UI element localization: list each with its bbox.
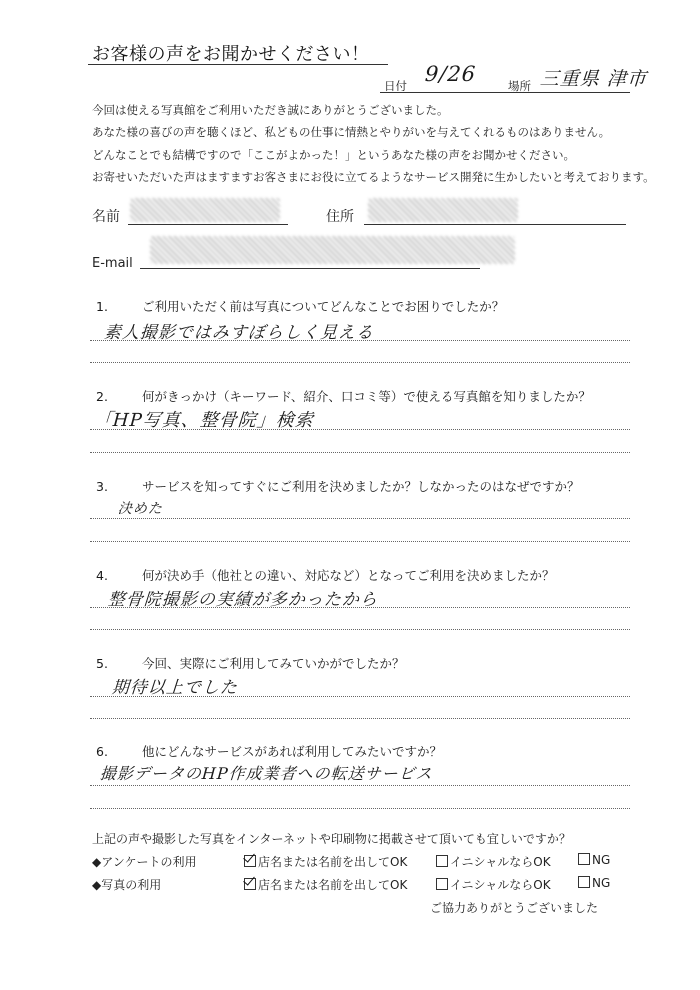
answer-4: 整骨院撮影の実績が多かったから: [107, 590, 379, 610]
answer-2: 「HP写真、整骨院」検索: [93, 410, 315, 431]
answer-line: [90, 429, 630, 430]
permission-photo-opt1[interactable]: 店名または名前を出してOK: [244, 876, 407, 893]
address-redacted: [368, 198, 518, 222]
name-redacted: [130, 198, 280, 222]
permission-photo-label: ◆写真の利用: [92, 878, 162, 892]
answer-line: [90, 785, 630, 786]
answer-line: [90, 362, 630, 363]
permission-photo-opt2[interactable]: イニシャルならOK: [436, 876, 551, 893]
permission-survey-opt1[interactable]: 店名または名前を出してOK: [244, 853, 407, 870]
answer-6: 撮影データのHP作成業者への転送サービス: [99, 764, 434, 783]
question-4: 4. 何が決め手（他社との違い、対応など）となってご利用を決めましたか？: [96, 568, 555, 583]
permission-photo-opt3[interactable]: NG: [578, 876, 610, 890]
question-1: 1. ご利用いただく前は写真についてどんなことでお困りでしたか？: [96, 299, 505, 314]
answer-3: 決めた: [117, 501, 164, 517]
date-value: 9/26: [424, 62, 478, 86]
checkbox-icon[interactable]: [436, 878, 448, 890]
permission-survey-opt3[interactable]: NG: [578, 853, 610, 867]
title-underline: [88, 64, 388, 65]
permission-survey-opt2[interactable]: イニシャルならOK: [436, 853, 551, 870]
answer-line: [90, 541, 630, 542]
answer-line: [90, 718, 630, 719]
email-redacted: [150, 236, 515, 264]
place-value: 三重県 津市: [539, 68, 648, 90]
name-underline: [128, 224, 288, 225]
answer-line: [90, 607, 630, 608]
name-label: 名前: [92, 209, 120, 225]
answer-line: [90, 629, 630, 630]
intro-line-1: 今回は使える写真館をご利用いただき誠にありがとうございました。: [92, 103, 449, 117]
question-2: 2. 何がきっかけ（キーワード、紹介、口コミ等）で使える写真館を知りましたか？: [96, 389, 591, 404]
permission-survey-label: ◆アンケートの利用: [92, 855, 197, 869]
checkbox-icon[interactable]: [578, 853, 590, 865]
question-3: 3. サービスを知ってすぐにご利用を決めましたか？しなかったのはなぜですか？: [96, 479, 580, 494]
answer-5: 期待以上でした: [111, 678, 239, 698]
date-place-underline: [380, 92, 630, 93]
checkbox-icon[interactable]: [436, 855, 448, 867]
date-label: 日付: [384, 79, 407, 93]
thanks-message: ご協力ありがとうございました: [430, 901, 599, 915]
email-underline: [140, 268, 480, 269]
intro-line-2: あなた様の喜びの声を聴くほど、私どもの仕事に情熱とやりがいを与えてくれるものはありません。: [92, 125, 611, 139]
checkbox-checked-icon[interactable]: [244, 878, 256, 890]
email-label: E-mail: [92, 256, 133, 271]
intro-line-3: どんなことでも結構ですので「ここがよかった！」というあなた様の声をお聞かせください。: [92, 148, 575, 162]
answer-1: 素人撮影ではみすぼらしく見える: [103, 323, 375, 343]
answer-line: [90, 696, 630, 697]
page-title: お客様の声をお聞かせください！: [92, 44, 370, 65]
checkbox-checked-icon[interactable]: [244, 855, 256, 867]
answer-line: [90, 340, 630, 341]
address-label: 住所: [326, 209, 354, 225]
question-5: 5. 今回、実際にご利用してみていかがでしたか？: [96, 656, 405, 671]
place-label: 場所: [508, 79, 531, 93]
checkbox-icon[interactable]: [578, 876, 590, 888]
answer-line: [90, 452, 630, 453]
intro-line-4: お寄せいただいた声はますますお客さまにお役に立てるようなサービス開発に生かしたいと考えております。: [92, 170, 655, 184]
permission-question: 上記の声や撮影した写真をインターネットや印刷物に掲載させて頂いても宜しいですか？: [92, 832, 571, 846]
answer-line: [90, 808, 630, 809]
answer-line: [90, 518, 630, 519]
question-6: 6. 他にどんなサービスがあれば利用してみたいですか？: [96, 744, 443, 759]
address-underline: [364, 224, 626, 225]
